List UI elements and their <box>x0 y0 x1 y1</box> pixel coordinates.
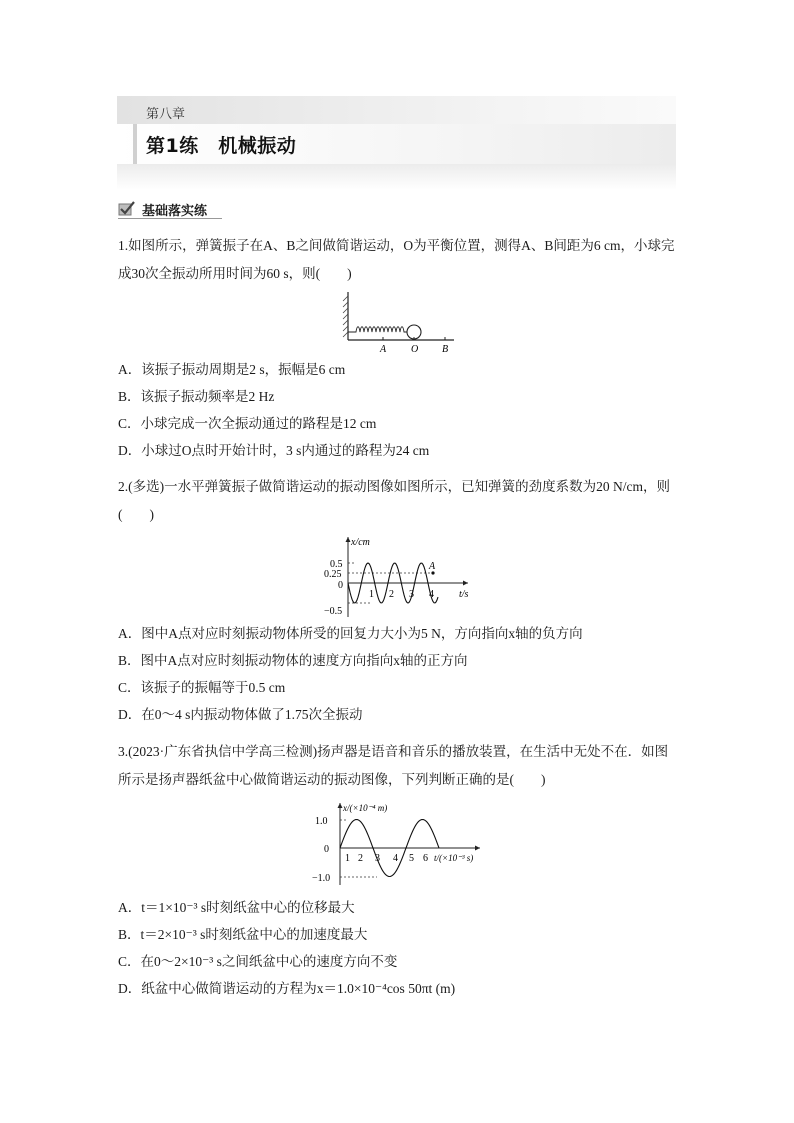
q2-option-d: D．在0～4 s内振动物体做了1.75次全振动 <box>118 707 363 722</box>
label-A: A <box>380 344 387 354</box>
chart2-xtick-5: 5 <box>409 853 414 864</box>
chart1-ytick-0.25: 0.25 <box>324 569 342 580</box>
q1-option-d: D．小球过O点时开始计时，3 s内通过的路程为24 cm <box>118 443 430 458</box>
question-1-stem: 1.如图所示，弹簧振子在A、B之间做简谐运动，O为平衡位置，测得A、B间距为6 cm，小球完成30次全振动所用时间为60 s，则( ) <box>118 238 675 281</box>
question-3-stem: 3.(2023·广东省执信中学高三检测)扬声器是语音和音乐的播放装置，在生活中无处不在．如图所示是扬声器纸盆中心做简谐运动的振动图像，下列判断正确的是( ) <box>118 744 669 787</box>
chart2-xtick-4: 4 <box>393 853 398 864</box>
sub-section-underline <box>118 218 222 219</box>
chapter-label: 第八章 <box>146 107 186 122</box>
checkbox-icon <box>118 201 136 217</box>
chart2-ytick-neg1.0: −1.0 <box>312 873 331 884</box>
sub-section-label: 基础落实练 <box>142 203 208 219</box>
chart1-x-arrow <box>463 581 468 586</box>
q1-option-a: A．该振子振动周期是2 s，振幅是6 cm <box>118 362 346 377</box>
oscillation-chart-2 <box>310 799 490 891</box>
title-shadow <box>117 164 676 190</box>
chart1-xtick-1: 1 <box>369 589 374 600</box>
chart2-y-arrow <box>338 803 343 808</box>
title-accent <box>133 124 137 164</box>
sub-section-heading <box>118 198 207 220</box>
q2-option-b: B．图中A点对应时刻振动物体的速度方向指向x轴的正方向 <box>118 653 468 668</box>
chart1-ytick-0.5: 0.5 <box>330 559 343 570</box>
oscillation-chart-1 <box>318 533 478 619</box>
chart2-xtick-1: 1 <box>345 853 350 864</box>
question-2-stem: 2.(多选)一水平弹簧振子做简谐运动的振动图像如图所示，已知弹簧的劲度系数为20 N/cm，则( ) <box>118 479 670 522</box>
q3-option-b: B．t＝2×10⁻³ s时刻纸盆中心的加速度最大 <box>118 927 368 942</box>
spring-oscillator-figure <box>340 290 460 354</box>
chart2-xtick-3: 3 <box>375 853 380 864</box>
chart2-x-arrow <box>475 846 480 851</box>
q1-option-c: C．小球完成一次全振动通过的路程是12 cm <box>118 416 377 431</box>
label-O: O <box>411 344 419 354</box>
chart1-ytick-0: 0 <box>338 580 343 591</box>
chart1-y-arrow <box>346 537 351 542</box>
q2-option-c: C．该振子的振幅等于0.5 cm <box>118 680 286 695</box>
page-title: 第1练 机械振动 <box>146 135 297 157</box>
chart1-xtick-2: 2 <box>389 589 394 600</box>
chart2-xlabel: t/(×10⁻³ s) <box>434 853 474 863</box>
label-B: B <box>442 344 449 354</box>
chart1-ytick-neg0.5: −0.5 <box>324 606 343 617</box>
chart1-xtick-3: 3 <box>409 589 414 600</box>
chapter-band <box>117 96 676 124</box>
chart2-ytick-1.0: 1.0 <box>315 816 328 827</box>
chart2-ylabel: x/(×10⁻⁴ m) <box>343 803 388 813</box>
chart2-xtick-2: 2 <box>358 853 363 864</box>
q3-option-d: D．纸盆中心做简谐运动的方程为x＝1.0×10⁻⁴cos 50πt (m) <box>118 981 456 996</box>
chart1-xtick-4: 4 <box>429 589 434 600</box>
q1-option-b: B．该振子振动频率是2 Hz <box>118 389 275 404</box>
q3-option-c: C．在0～2×10⁻³ s之间纸盆中心的速度方向不变 <box>118 954 398 969</box>
chart2-xtick-6: 6 <box>423 853 428 864</box>
chart1-xlabel: t/s <box>459 589 469 600</box>
chart1-ylabel: x/cm <box>351 537 370 548</box>
chart2-ytick-0: 0 <box>324 844 329 855</box>
q2-option-a: A．图中A点对应时刻振动物体所受的回复力大小为5 N，方向指向x轴的负方向 <box>118 626 583 641</box>
chart1-point-label: A <box>429 561 436 572</box>
q3-option-a: A．t＝1×10⁻³ s时刻纸盆中心的位移最大 <box>118 900 355 915</box>
